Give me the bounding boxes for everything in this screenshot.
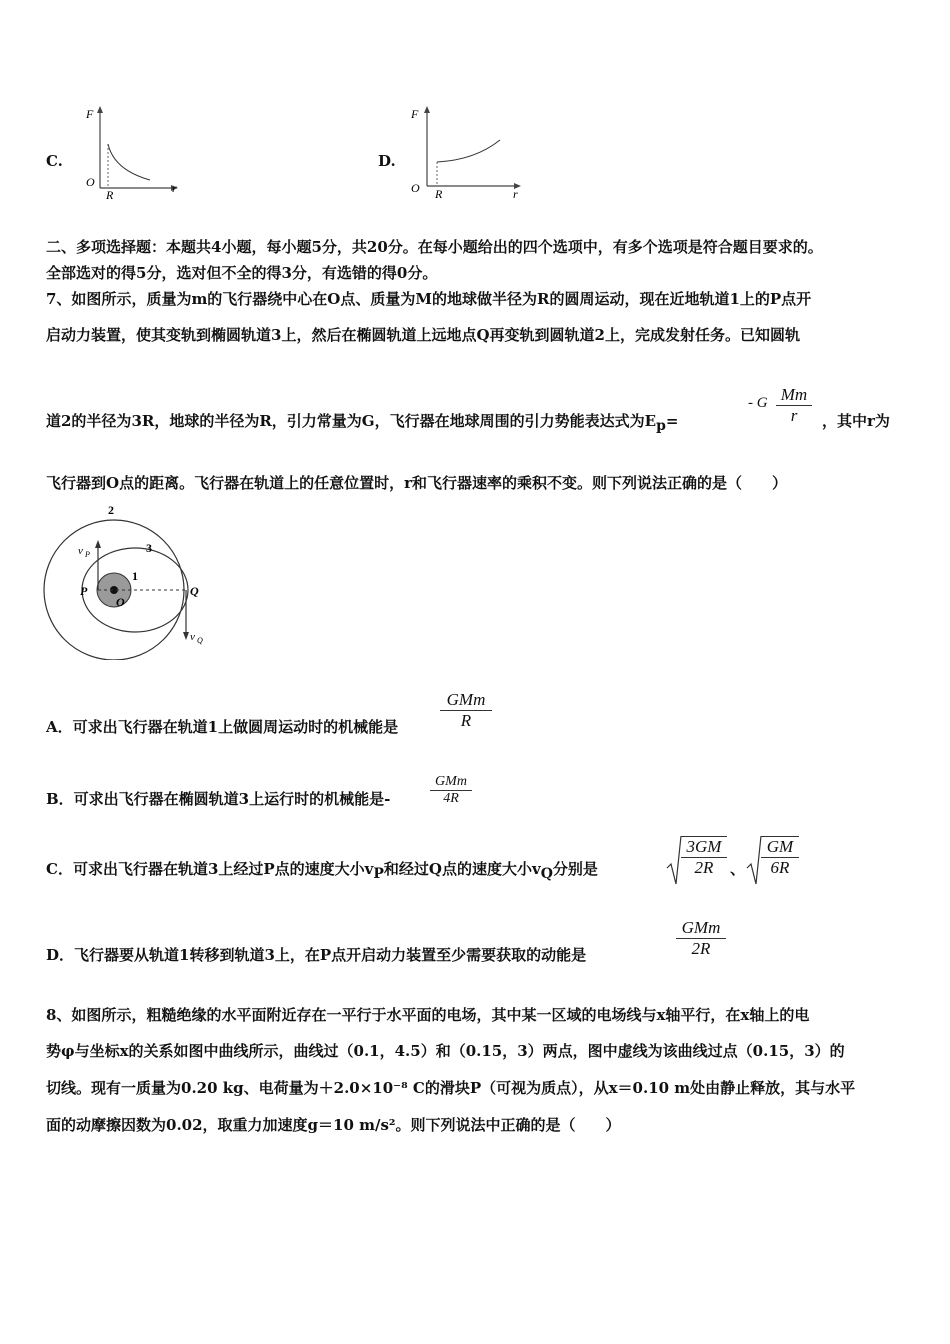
q7-option-d: D．飞行器要从轨道1转移到轨道3上，在P点开启动力装置至少需要获取的动能是 (46, 946, 587, 964)
option-b-denominator: 4R (430, 790, 472, 807)
tick-label: R (435, 187, 443, 200)
option-c-fraction-1 (681, 836, 727, 878)
option-c-graph (80, 100, 190, 200)
q7-option-a: A．可求出飞行器在轨道1上做圆周运动时的机械能是 (46, 718, 399, 736)
option-c-sub-p: P (373, 866, 384, 882)
q7-line2: 启动力装置，使其变轨到椭圆轨道3上，然后在椭圆轨道上远地点Q再变轨到圆轨道2上，完成发射任务。已知圆轨 (46, 326, 800, 344)
origin-label: O (411, 181, 420, 195)
ep-subscript: p (656, 418, 666, 434)
ep-neg-g: - G (748, 395, 768, 411)
orbit-diagram (40, 500, 220, 660)
option-c-separator: 、 (730, 860, 746, 878)
option-d-numerator: GMm (681, 918, 721, 937)
vp-label: v (78, 545, 83, 557)
option-a-denominator: R (440, 710, 492, 731)
option-a-numerator: GMm (446, 690, 486, 709)
option-c-text: C．可求出飞行器在轨道3上经过P点的速度大小v (46, 860, 374, 878)
option-d-graph (405, 100, 530, 200)
ep-fraction (776, 385, 812, 426)
option-c-numerator-2: GM (766, 837, 794, 856)
option-c-denominator-2: 6R (761, 857, 799, 878)
q7-line3-text: 道2的半径为3R，地球的半径为R，引力常量为G，飞行器在地球周围的引力势能表达式为E (46, 412, 657, 430)
q7-line3 (46, 410, 678, 434)
vp-subscript: P (85, 550, 90, 559)
ep-numerator: Mm (780, 385, 808, 404)
orbit1-label: 1 (132, 569, 138, 583)
sqrt-sign-2 (746, 834, 762, 886)
option-c-fraction-2 (761, 836, 799, 878)
option-c-numerator-1: 3GM (686, 837, 722, 856)
p-label: P (80, 584, 88, 598)
option-b-fraction (430, 774, 472, 807)
option-c-mid: 和经过Q点的速度大小v (383, 860, 541, 878)
sqrt-sign-1 (666, 834, 682, 886)
x-axis-label: r (513, 187, 518, 200)
y-axis-label: F (411, 107, 419, 121)
option-c-denominator-1: 2R (681, 857, 727, 878)
option-b-numerator: GMm (435, 774, 467, 789)
q7-line1: 7、如图所示，质量为m的飞行器绕中心在O点、质量为M的地球做半径为R的圆周运动，现在近地轨道1上的P点开 (46, 290, 812, 308)
q8-line2: 势φ与坐标x的关系如图中曲线所示，曲线过（0.1，4.5）和（0.15，3）两点，图中虚线为该曲线过点（0.15，3）的 (46, 1042, 845, 1060)
orbit2-label: 2 (108, 503, 114, 517)
tick-label: R (106, 188, 114, 200)
q8-line4: 面的动摩擦因数为0.02，取重力加速度g＝10 m/s²。则下列说法中正确的是（ ） (46, 1116, 621, 1134)
x-axis-label: r (172, 181, 177, 195)
orbit3-label: 3 (146, 541, 152, 555)
vq-label: v (190, 631, 195, 643)
origin-label: O (86, 175, 95, 189)
q7-line4: 飞行器到O点的距离。飞行器在轨道上的任意位置时，r和飞行器速率的乘积不变。则下列说法正确的是（ ） (46, 474, 787, 492)
section-heading-line1: 二、多项选择题：本题共4小题，每小题5分，共20分。在每小题给出的四个选项中，有多个选项是符合题目要求的。 (46, 238, 823, 256)
ep-equals: = (665, 412, 679, 430)
q7-option-b: B．可求出飞行器在椭圆轨道3上运行时的机械能是- (46, 790, 391, 808)
option-d-label: D. (378, 152, 396, 170)
option-c-end: 分别是 (552, 860, 598, 878)
ep-denominator: r (776, 405, 812, 426)
vq-subscript: Q (197, 636, 203, 645)
q-label: Q (190, 584, 199, 598)
option-d-fraction (676, 918, 726, 959)
q7-option-c (46, 858, 598, 882)
o-label: O (116, 595, 125, 609)
q8-line1: 8、如图所示，粗糙绝缘的水平面附近存在一平行于水平面的电场，其中某一区域的电场线与x轴平行，在x轴上的电 (46, 1006, 810, 1024)
option-c-label: C. (46, 152, 63, 170)
q7-line3-end: ，其中r为 (822, 412, 890, 430)
option-c-sub-q: Q (540, 866, 553, 882)
option-d-denominator: 2R (676, 938, 726, 959)
y-axis-label: F (86, 107, 94, 121)
q8-line3: 切线。现有一质量为0.20 kg、电荷量为＋2.0×10⁻⁸ C的滑块P（可视为质点），从x＝0.10 m处由静止释放，其与水平 (46, 1079, 856, 1097)
option-a-fraction (440, 690, 492, 731)
section-heading-line2: 全部选对的得5分，选对但不全的得3分，有选错的得0分。 (46, 264, 438, 282)
